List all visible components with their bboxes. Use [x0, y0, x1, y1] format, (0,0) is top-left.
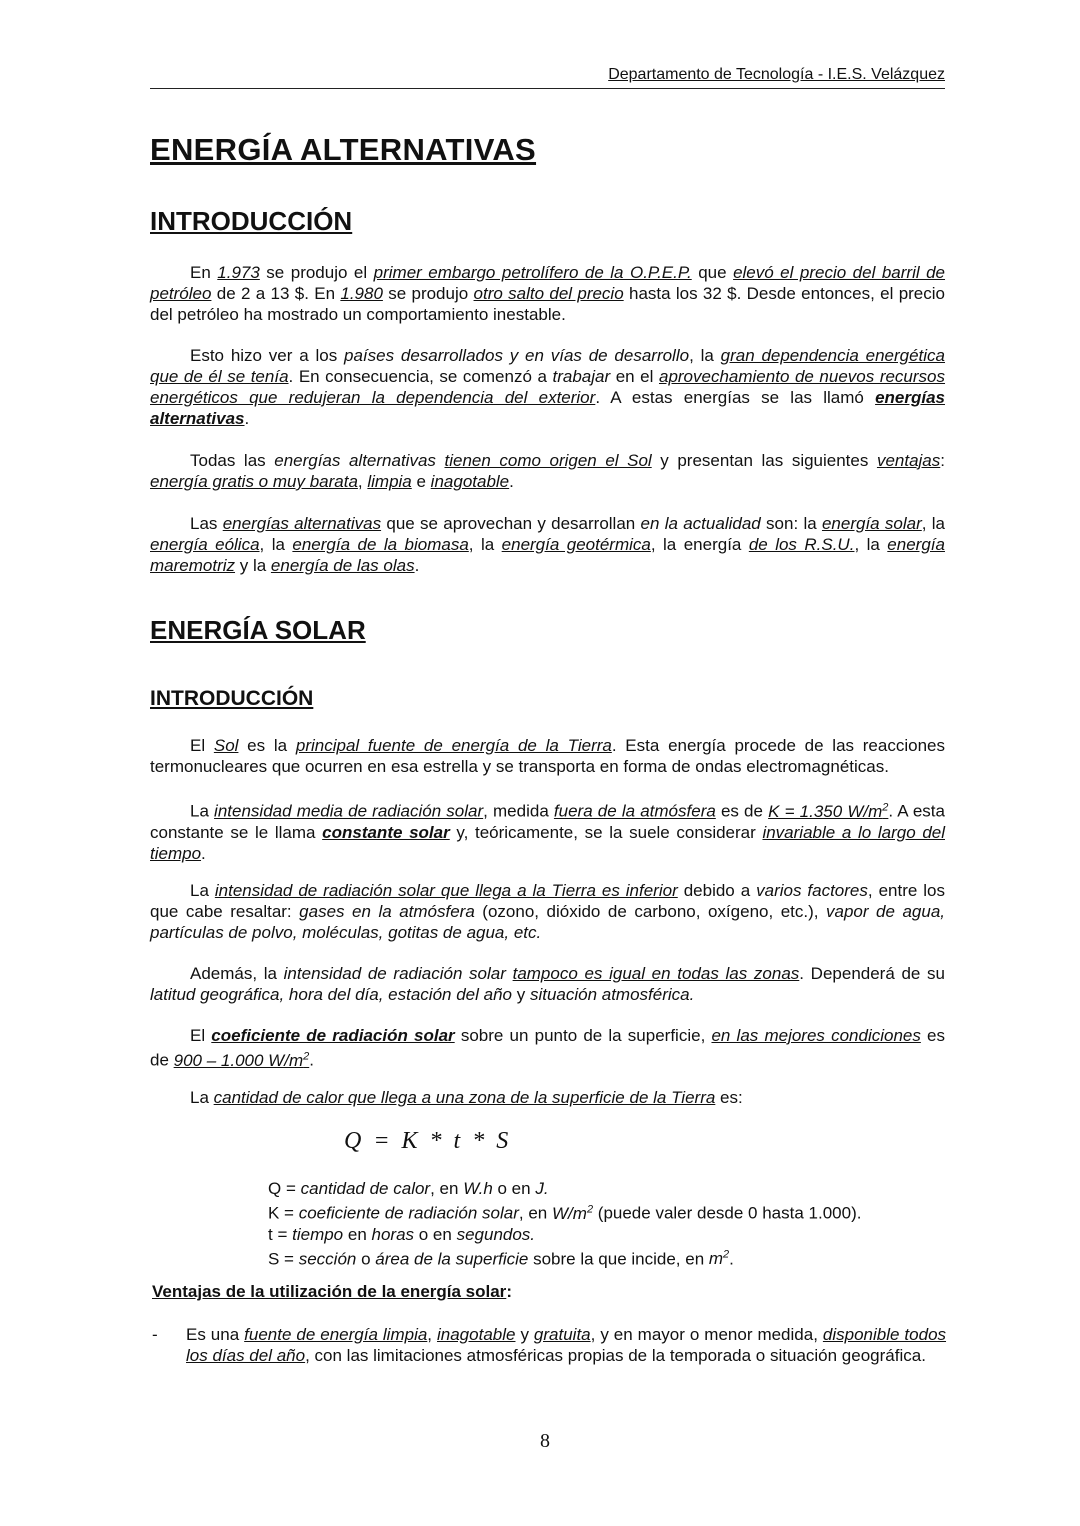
- document-title: ENERGÍA ALTERNATIVAS: [150, 132, 537, 167]
- solar-intro-heading: INTRODUCCIÓN: [150, 687, 314, 710]
- solar-paragraph-5: El coeficiente de radiación solar sobre un punto de la superficie, en las mejores condiciones es de 900 – 1.000 $W/m^2$.: [150, 1026, 945, 1070]
- definition-q: Q = cantidad de calor, en W.h o en J.: [268, 1179, 549, 1198]
- intro-paragraph-1: En 1.973 se produjo el primer embargo petrolífero de la O.P.E.P. que elevó el precio del barril de petróleo de 2 a 13 $. En 1.980 se produjo otro salto del precio hasta los 32 $. Desde entonces, el precio del petróleo ha mostrado un comportamiento inestable.: [150, 263, 946, 324]
- page-number: 8: [540, 1430, 550, 1452]
- intro-paragraph-4: Las energías alternativas que se aprovechan y desarrollan en la actualidad son: la energía solar, la energía eólica, la energía de la biomasa, la energía geotérmica, la energía de los R.S.U., la energía maremotriz y la energía de las olas.: [150, 514, 946, 575]
- intro-paragraph-2: Esto hizo ver a los países desarrollados y en vías de desarrollo, la gran dependencia energética que de él se tenía. En consecuencia, se comenzó a trabajar en el aprovechamiento de nuevos recursos energéticos que redujeran la dependencia del exterior. A estas energías se las llamó energías alternativas.: [150, 346, 946, 428]
- bullet-text: Es una fuente de energía limpia, inagotable y gratuita, y en mayor o menor medida, disponible todos los días del año, con las limitaciones atmosféricas propias de la temporada o situación geográfica.: [186, 1325, 947, 1365]
- definition-k: K = coeficiente de radiación solar, en $W/m^2$ (puede valer desde 0 hasta 1.000).: [268, 1203, 862, 1223]
- ventajas-title: Ventajas de la utilización de la energía solar:: [152, 1282, 512, 1301]
- solar-paragraph-1: El Sol es la principal fuente de energía de la Tierra. Esta energía procede de las reacciones termonucleares que ocurren en esa estrella y se transporta en forma de ondas electromagnéticas.: [150, 736, 945, 776]
- solar-paragraph-2: La intensidad media de radiación solar, medida fuera de la atmósfera es de K = 1.350 $W/m^2$. A esta constante se le llama constante solar y, teóricamente, se la suele considerar invariable a lo largo del tiempo.: [150, 801, 945, 863]
- heat-formula: Q = K * t * S: [344, 1128, 509, 1154]
- bullet-dash: -: [152, 1325, 158, 1344]
- solar-paragraph-3: La intensidad de radiación solar que llega a la Tierra es inferior debido a varios factores, entre los que cabe resaltar: gases en la atmósfera (ozono, dióxido de carbono, oxígeno, etc.), vapor de agua, partículas de polvo, moléculas, gotitas de agua, etc.: [150, 881, 946, 942]
- definition-s: S = sección o área de la superficie sobre la que incide, en $m^2$.: [268, 1248, 734, 1269]
- solar-heading: ENERGÍA SOLAR: [150, 615, 366, 645]
- intro-paragraph-3: Todas las energías alternativas tienen como origen el Sol y presentan las siguientes ventajas: energía gratis o muy barata, limpia e inagotable.: [150, 451, 945, 491]
- intro-heading: INTRODUCCIÓN: [150, 206, 353, 236]
- solar-paragraph-4: Además, la intensidad de radiación solar tampoco es igual en todas las zonas. Dependerá de su latitud geográfica, hora del día, estación del año y situación atmosférica.: [150, 964, 945, 1004]
- definition-t: t = tiempo en horas o en segundos.: [268, 1224, 536, 1244]
- header-text: Departamento de Tecnología - I.E.S. Velázquez: [608, 66, 945, 83]
- formula-definitions: [268, 1178, 861, 1269]
- page-header: [150, 64, 945, 89]
- solar-paragraph-6: La cantidad de calor que llega a una zona de la superficie de la Tierra es:: [190, 1088, 743, 1107]
